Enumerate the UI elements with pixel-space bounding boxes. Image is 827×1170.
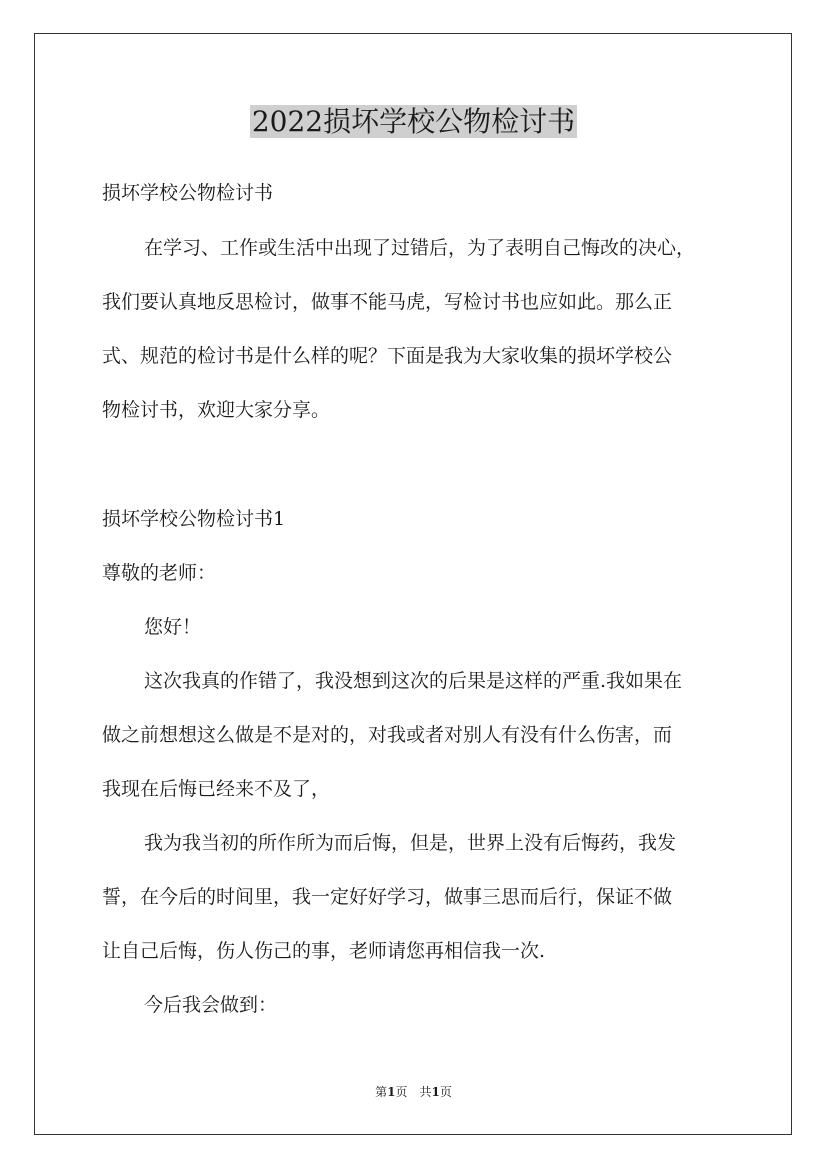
- intro-paragraph-line: 式、规范的检讨书是什么样的呢？下面是我为大家收集的损坏学校公: [102, 345, 673, 367]
- intro-heading: 损坏学校公物检讨书: [102, 182, 274, 204]
- intro-paragraph-line: 我们要认真地反思检讨，做事不能马虎，写检讨书也应如此。那么正: [102, 291, 673, 313]
- salutation: 尊敬的老师：: [102, 562, 217, 584]
- body-paragraph-line: 今后我会做到：: [144, 994, 278, 1016]
- intro-paragraph-line: 物检讨书，欢迎大家分享。: [102, 399, 331, 421]
- page-footer: [0, 1083, 827, 1101]
- page-label-mid: 页 共: [395, 1085, 432, 1099]
- page-total: 1: [431, 1085, 440, 1099]
- body-paragraph-line: 让自己后悔，伤人伤己的事，老师请您再相信我一次.: [102, 940, 546, 962]
- page-current: 1: [387, 1085, 396, 1099]
- body-paragraph-line: 做之前想想这么做是不是对的，对我或者对别人有没有什么伤害，而: [102, 724, 673, 746]
- body-paragraph-line: 誓，在今后的时间里，我一定好好学习，做事三思而后行，保证不做: [102, 886, 673, 908]
- greeting: 您好！: [144, 616, 202, 638]
- body-paragraph-line: 我为我当初的所作所为而后悔，但是，世界上没有后悔药，我发: [144, 832, 677, 854]
- document-title: [0, 102, 827, 142]
- page-label-suffix: 页: [439, 1085, 452, 1099]
- body-paragraph-line: 我现在后悔已经来不及了，: [102, 778, 331, 800]
- document-title-text: 2022损坏学校公物检讨书: [251, 105, 576, 138]
- section-heading: 损坏学校公物检讨书1: [102, 508, 286, 530]
- page-label-prefix: 第: [375, 1085, 388, 1099]
- body-paragraph-line: 这次我真的作错了，我没想到这次的后果是这样的严重.我如果在: [144, 670, 683, 692]
- intro-paragraph-line: 在学习、工作或生活中出现了过错后，为了表明自己悔改的决心，: [144, 237, 696, 259]
